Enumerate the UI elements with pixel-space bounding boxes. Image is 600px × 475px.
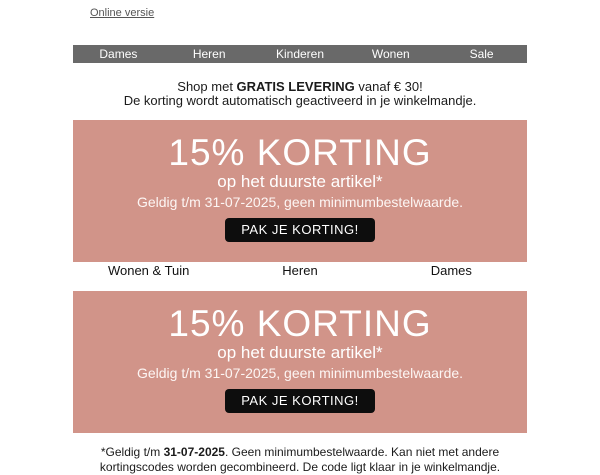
category-link-wonen-tuin[interactable]: Wonen & Tuin bbox=[107, 263, 190, 278]
nav-bar bbox=[73, 45, 527, 63]
category-link-dames[interactable]: Dames bbox=[430, 263, 472, 278]
promo-subline: op het duurste artikel* bbox=[217, 343, 383, 362]
category-link-heren[interactable]: Heren bbox=[282, 263, 318, 278]
footer-prefix: *Geldig t/m bbox=[100, 445, 164, 459]
footer-disclaimer bbox=[73, 445, 527, 475]
free-delivery-highlight: GRATIS LEVERING bbox=[236, 79, 355, 94]
footer-suffix: . Geen minimumbestelwaarde. Kan niet met andere kortingscodes worden gecombineerd. De code ligt klaar in je winkelmandje. bbox=[99, 445, 501, 474]
nav-item-kinderen[interactable]: Kinderen bbox=[275, 47, 325, 61]
category-links-row bbox=[73, 262, 527, 279]
nav-item-wonen[interactable]: Wonen bbox=[371, 47, 410, 61]
promo-headline: 15% KORTING bbox=[168, 303, 432, 344]
promo-banner-bottom[interactable] bbox=[73, 291, 527, 433]
claim-discount-button-top[interactable]: PAK JE KORTING! bbox=[225, 218, 375, 242]
promo-validity: Geldig t/m 31-07-2025, geen minimumbestelwaarde. bbox=[136, 365, 464, 381]
footer-date: 31-07-2025 bbox=[163, 445, 225, 459]
nav-item-dames[interactable]: Dames bbox=[99, 47, 138, 61]
intro-line-1 bbox=[73, 80, 527, 94]
nav-item-sale[interactable]: Sale bbox=[469, 47, 494, 61]
intro-line1-prefix: Shop met bbox=[177, 79, 237, 94]
intro-text bbox=[73, 80, 527, 108]
intro-line1-suffix: vanaf € 30! bbox=[354, 79, 423, 94]
promo-banner-top[interactable] bbox=[73, 120, 527, 262]
claim-discount-button-bottom[interactable]: PAK JE KORTING! bbox=[225, 389, 375, 413]
promo-validity: Geldig t/m 31-07-2025, geen minimumbestelwaarde. bbox=[136, 194, 464, 210]
email-body bbox=[73, 0, 527, 475]
intro-line-2: De korting wordt automatisch geactiveerd in je winkelmandje. bbox=[123, 93, 477, 108]
online-version-link[interactable]: Online versie bbox=[90, 7, 155, 19]
promo-headline: 15% KORTING bbox=[168, 132, 432, 173]
nav-item-heren[interactable]: Heren bbox=[192, 47, 226, 61]
promo-subline: op het duurste artikel* bbox=[217, 172, 383, 191]
